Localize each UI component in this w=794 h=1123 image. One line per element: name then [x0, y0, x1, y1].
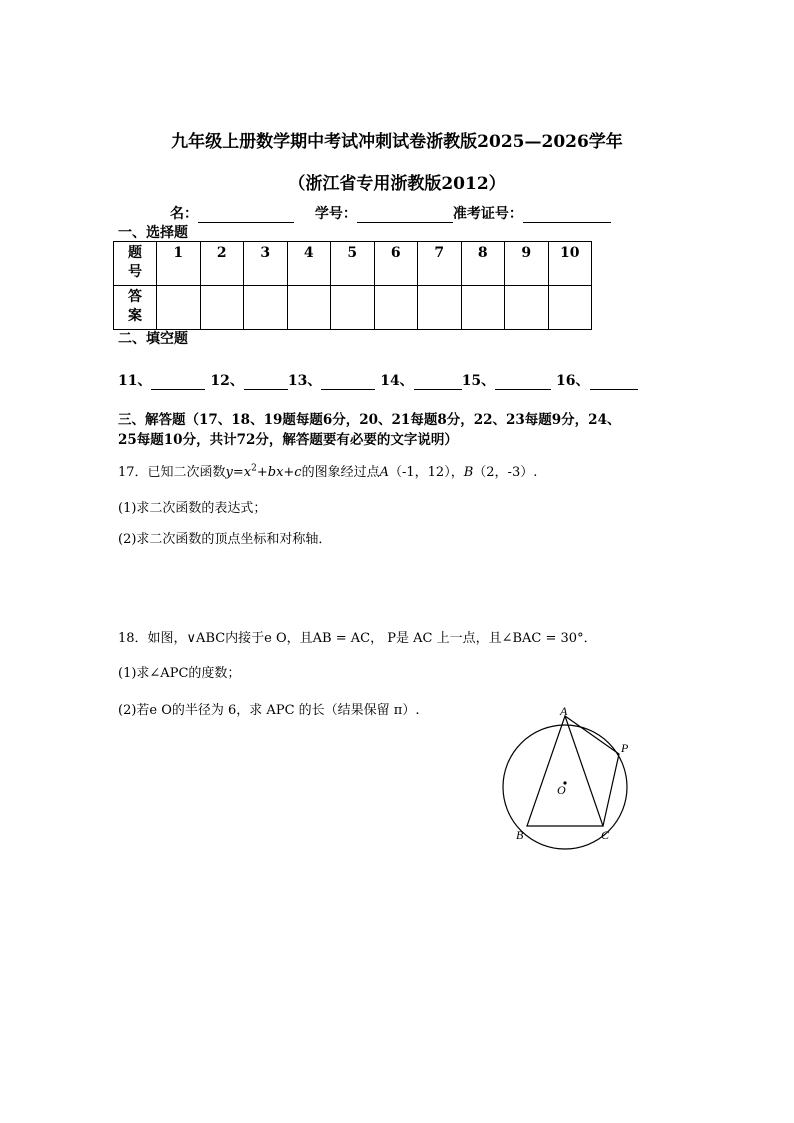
item-label: 15、: [461, 373, 496, 389]
label-p: P: [621, 741, 629, 755]
answer-cell[interactable]: [418, 286, 462, 330]
label-a: A: [560, 704, 568, 718]
exam-number-blank[interactable]: [523, 208, 611, 223]
item-label: 14、: [380, 373, 414, 389]
segments-ap-pc: [565, 716, 619, 826]
answer-blank[interactable]: [590, 375, 638, 390]
section-2-title: 二、填空题: [118, 331, 188, 347]
circle-figure: [495, 700, 645, 850]
name-blank[interactable]: [198, 208, 294, 223]
item-label: 13、: [287, 373, 322, 389]
question-number-cell: 4: [287, 242, 331, 286]
answer-cell[interactable]: [244, 286, 288, 330]
fill-blank-line: [118, 370, 638, 390]
label-b: B: [516, 828, 524, 842]
student-id-blank[interactable]: [357, 208, 453, 223]
answer-blank[interactable]: [244, 375, 288, 390]
question-17-part-2: (2)求二次函数的顶点坐标和对称轴．: [118, 532, 332, 547]
document-title: 九年级上册数学期中考试冲刺试卷浙教版2025—2026学年: [171, 132, 623, 152]
row-header-number: 题 号: [114, 242, 157, 286]
section-3-title-line2: 25每题10分，共计72分，解答题要有必要的文字说明）: [118, 432, 458, 448]
question-number-cell: 5: [331, 242, 375, 286]
answer-cell[interactable]: [505, 286, 549, 330]
question-17: 17．已知二次函数$y=x^2+bx+c$的图象经过点A（-1，12），B（2，-3）.: [118, 463, 538, 480]
answer-blank[interactable]: [151, 375, 205, 390]
question-number-cell: 3: [244, 242, 288, 286]
exam-number-label: 准考证号：: [452, 206, 523, 222]
question-number-cell: 7: [418, 242, 462, 286]
triangle-abc: [527, 716, 603, 826]
answer-cell[interactable]: [157, 286, 201, 330]
question-number-cell: 10: [548, 242, 592, 286]
label-o: O: [557, 783, 566, 797]
info-line: [170, 203, 611, 223]
section-3-title-line1: 三、解答题（17、18、19题每题6分，20、21每题8分，22、23每题9分，24、: [118, 412, 621, 428]
answer-blank[interactable]: [495, 375, 551, 390]
answer-cell[interactable]: [548, 286, 592, 330]
name-label: 名：: [170, 206, 198, 222]
question-17-part-1: (1)求二次函数的表达式；: [118, 501, 267, 516]
question-number-cell: 8: [461, 242, 505, 286]
student-id-label: 学号：: [314, 206, 357, 222]
answer-cell[interactable]: [331, 286, 375, 330]
answer-blank[interactable]: [414, 375, 462, 390]
answer-cell[interactable]: [374, 286, 418, 330]
item-label: 11、: [118, 373, 152, 389]
label-c: C: [601, 828, 610, 842]
question-18: 18．如图，∨ABC内接于e O，且AB = AC， P是 AC 上一点，且∠BAC = 30°．: [118, 631, 597, 646]
answer-blank[interactable]: [321, 375, 375, 390]
question-number-cell: 9: [505, 242, 549, 286]
item-label: 16、: [556, 373, 590, 389]
question-18-part-1: (1)求∠APC的度数；: [118, 666, 241, 681]
question-number-row: [114, 242, 592, 286]
section-1-title: 一、选择题: [118, 225, 188, 241]
answer-cell[interactable]: [200, 286, 244, 330]
question-number-cell: 1: [157, 242, 201, 286]
document-subtitle: （浙江省专用浙教版2012）: [288, 174, 506, 194]
answer-cell[interactable]: [461, 286, 505, 330]
question-18-part-2: (2)若e O的半径为 6，求 APC 的长（结果保留 π）.: [118, 703, 420, 718]
question-number-cell: 2: [200, 242, 244, 286]
item-label: 12、: [210, 373, 244, 389]
question-number-cell: 6: [374, 242, 418, 286]
row-header-answer: 答 案: [114, 286, 157, 330]
answer-table: [113, 241, 592, 330]
answer-row: [114, 286, 592, 330]
answer-cell[interactable]: [287, 286, 331, 330]
